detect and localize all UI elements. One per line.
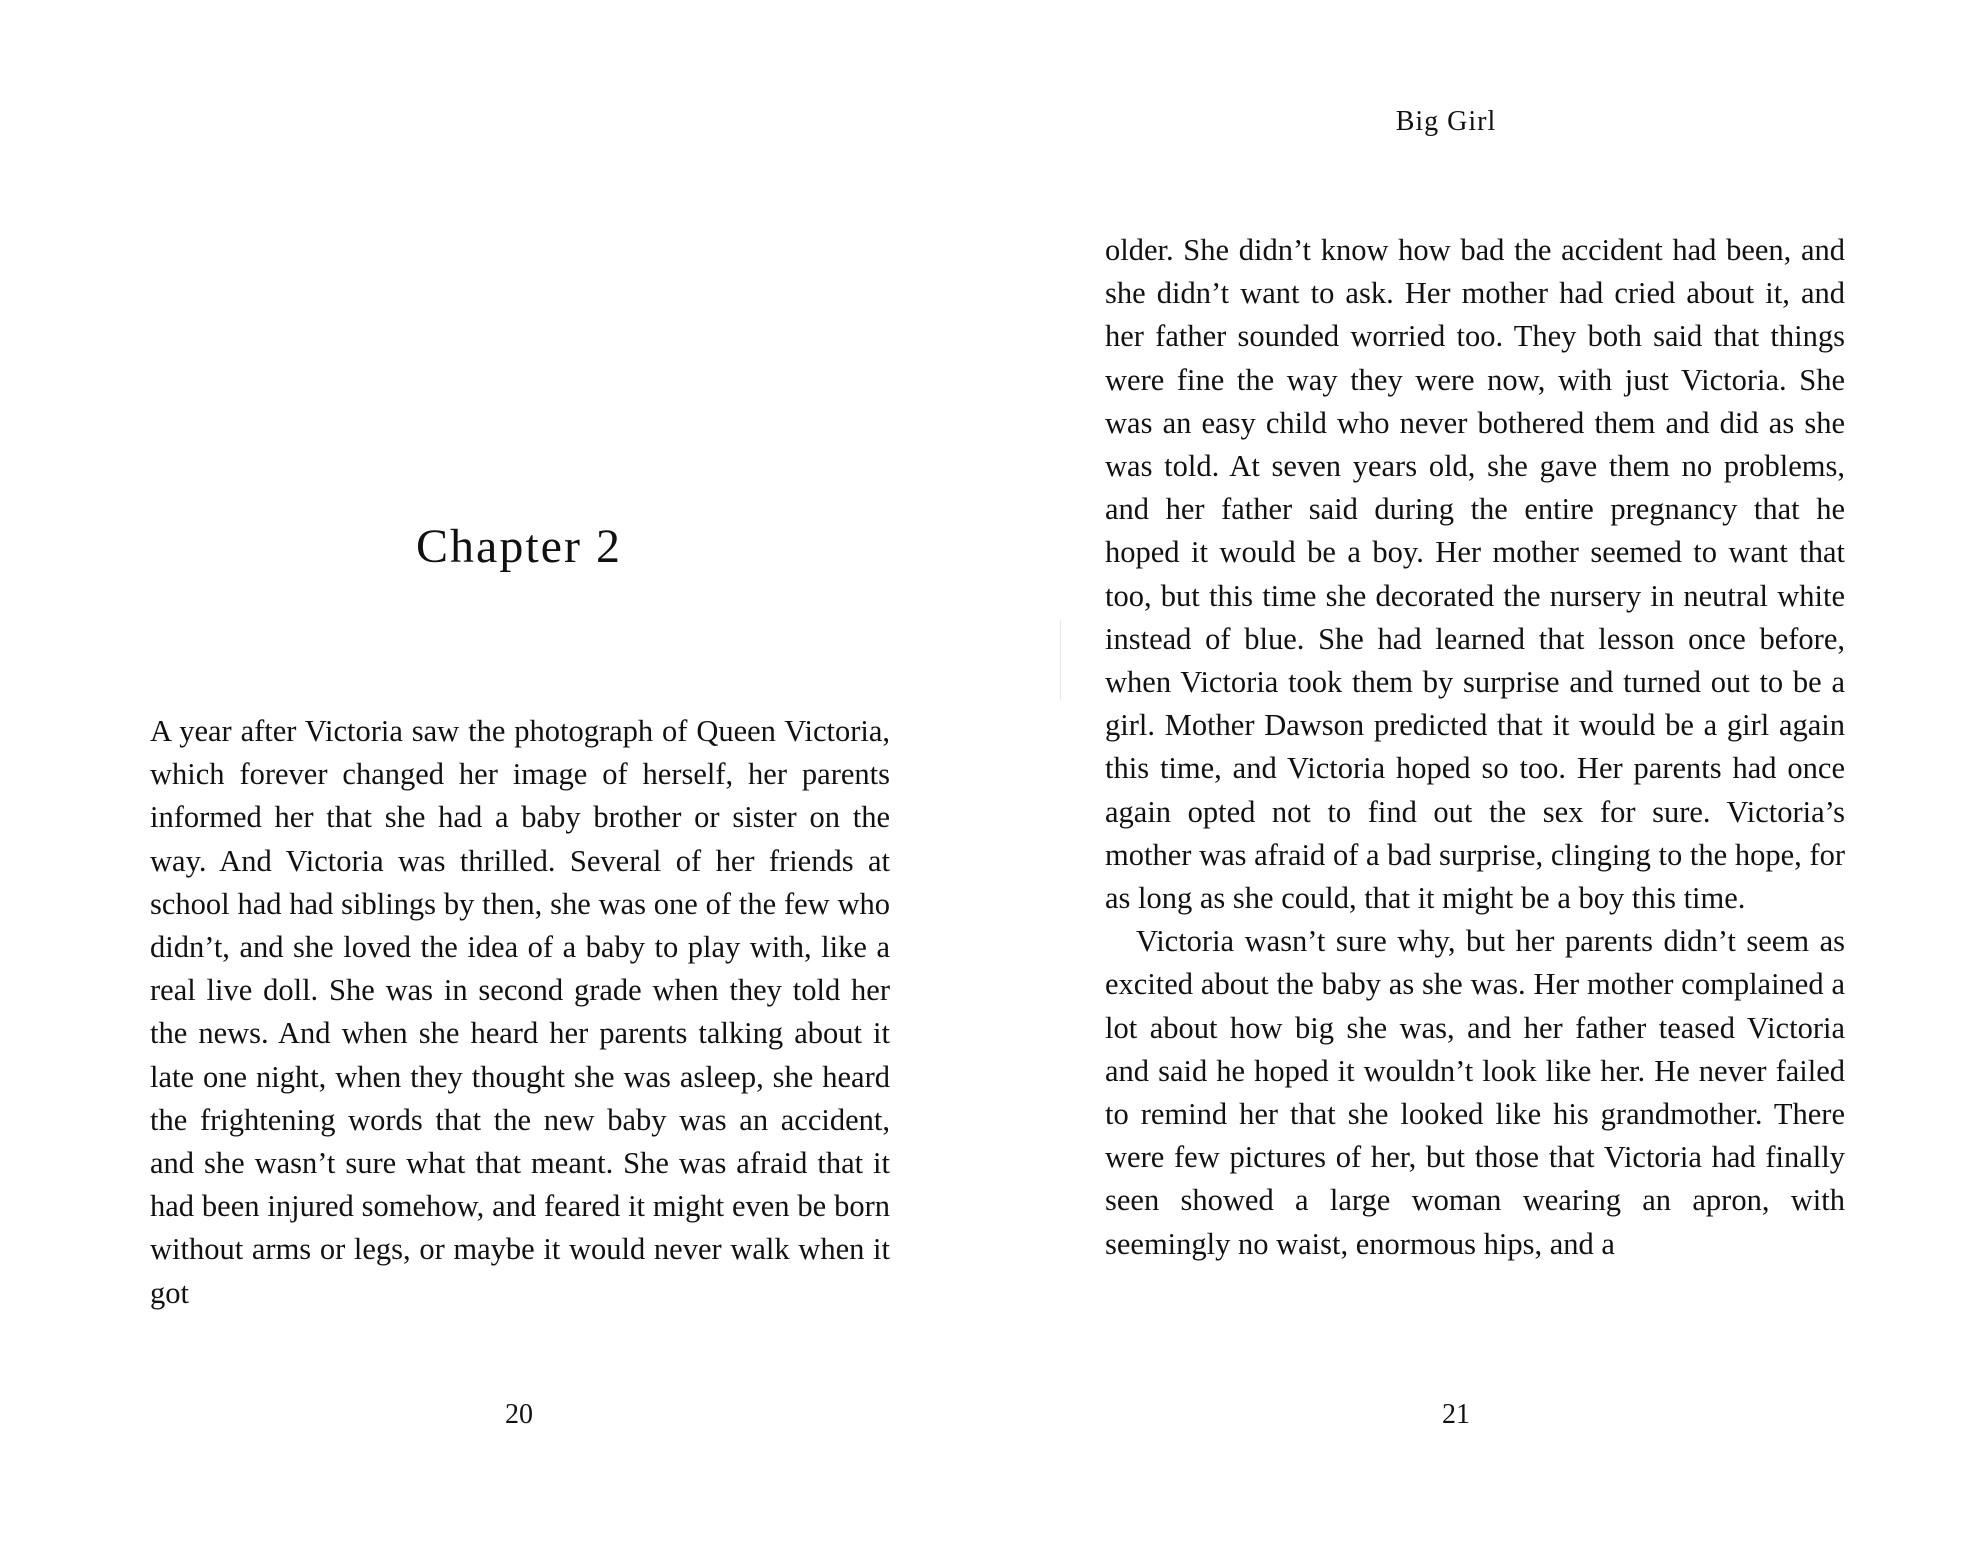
right-paragraph-1: older. She didn’t know how bad the accident had been, and she didn’t want to ask. Her mother had cried about it, and her father sounded worried too. They both said that things were fine the way they were now, with just Victoria. She was an easy child who never bothered them and did as she was told. At seven years old, she gave them no problems, and her father said during the entire pregnancy that he hoped it would be a boy. Her mother seemed to want that too, but this time she decorated the nursery in neutral white instead of blue. She had learned that lesson once before, when Victoria took them by surprise and turned out to be a girl. Mother Dawson predicted that it would be a girl again this time, and Victoria hoped so too. Her parents had once again opted not to find out the sex for sure. Victoria’s mother was afraid of a bad surprise, clinging to the hope, for as long as she could, that it might be a boy this time. (1105, 233, 1845, 916)
right-page (987, 0, 1974, 1547)
right-paragraph-2: Victoria wasn’t sure why, but her parents didn’t seem as excited about the baby as she was. Her mother complained a lot about how big she was, and her father teased Victoria and said he hoped it wouldn’t look like her. He never failed to remind her that she looked like his grandmother. There were few pictures of her, but those that Victoria had finally seen showed a large woman wearing an apron, with seemingly no waist, enormous hips, and a (1105, 924, 1845, 1261)
right-page-body (1105, 229, 1845, 1266)
left-paragraph-1: A year after Victoria saw the photograph of Queen Victoria, which forever changed her image of herself, her parents informed her that she had a baby brother or sister on the way. And Victoria was thrilled. Several of her friends at school had had siblings by then, she was one of the few who didn’t, and she loved the idea of a baby to play with, like a real live doll. She was in second grade when they told her the news. And when she heard her parents talking about it late one night, when they thought she was asleep, she heard the frightening words that the new baby was an accident, and she wasn’t sure what that meant. She was afraid that it had been injured somehow, and feared it might even be born without arms or legs, or maybe it would never walk when it got (150, 714, 890, 1310)
left-page-body (150, 710, 890, 1315)
left-page-number: 20 (505, 1399, 533, 1430)
chapter-title: Chapter 2 (416, 520, 622, 573)
running-head: Big Girl (1395, 106, 1497, 137)
right-page-number: 21 (1442, 1399, 1470, 1430)
gutter-mark (1060, 620, 1061, 700)
